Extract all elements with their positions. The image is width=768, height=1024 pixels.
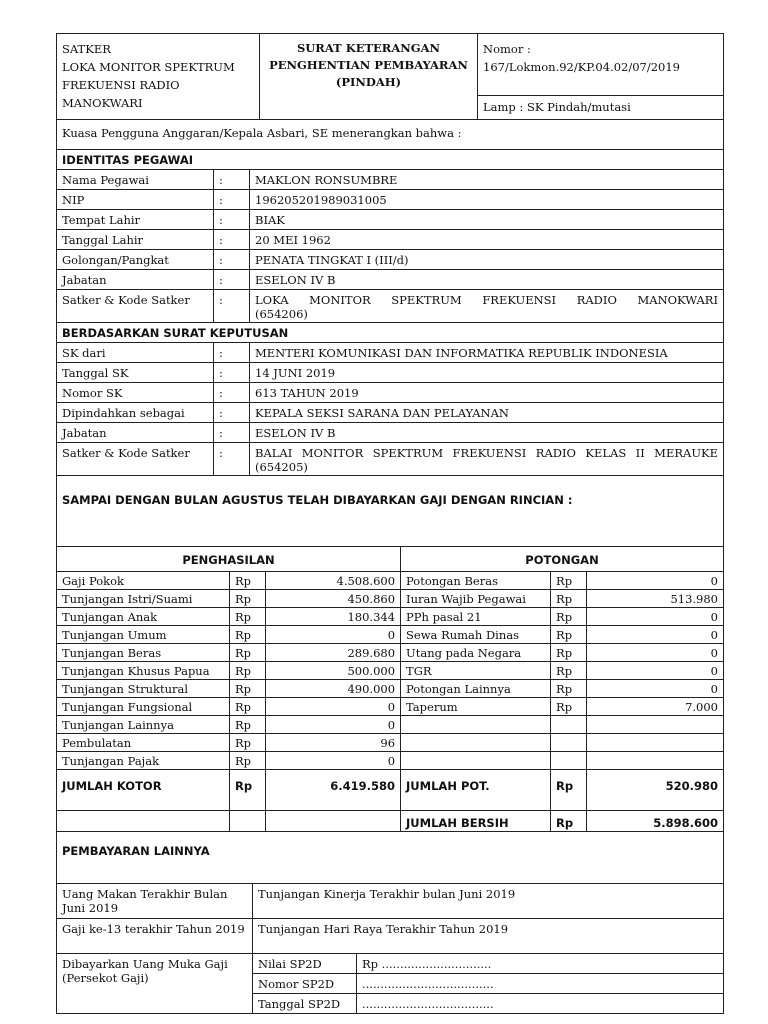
- info-value-text: KEPALA SEKSI SARANA DAN PELAYANAN: [255, 406, 509, 420]
- potongan-value: 7.000: [587, 698, 724, 716]
- jumlah-kotor-rp: Rp: [230, 770, 266, 811]
- potongan-value: 0: [587, 608, 724, 626]
- info-colon: :: [214, 383, 250, 403]
- penghasilan-label: Tunjangan Struktural: [57, 680, 230, 698]
- jumlah-pot-label: JUMLAH POT.: [401, 770, 551, 811]
- identity-table: [56, 120, 724, 547]
- intro-text: Kuasa Pengguna Anggaran/Kepala Asbari, SE menerangkan bahwa :: [57, 120, 724, 150]
- uang-makan: Uang Makan Terakhir Bulan Juni 2019: [57, 884, 253, 919]
- info-value-text: 196205201989031005: [255, 193, 387, 207]
- info-value-code: (654205): [255, 460, 308, 474]
- info-value-text: BALAI MONITOR SPEKTRUM FREKUENSI RADIO KELAS II MERAUKE: [255, 446, 718, 460]
- gaji-13: Gaji ke-13 terakhir Tahun 2019: [57, 919, 253, 954]
- jumlah-kotor-value: 6.419.580: [266, 770, 401, 811]
- rincian-row: [57, 752, 724, 770]
- potongan-value: 0: [587, 644, 724, 662]
- info-row: [57, 403, 724, 423]
- info-label: Jabatan: [57, 270, 214, 290]
- info-colon: :: [214, 403, 250, 423]
- potongan-rp: Rp: [551, 572, 587, 590]
- penghasilan-rp: Rp: [230, 680, 266, 698]
- penghasilan-rp: Rp: [230, 698, 266, 716]
- jumlah-bersih-label: JUMLAH BERSIH: [401, 811, 551, 832]
- penghasilan-heading: PENGHASILAN: [57, 547, 401, 572]
- rincian-row: [57, 572, 724, 590]
- info-label: Dipindahkan sebagai: [57, 403, 214, 423]
- tanggal-sp2d-value: ....................................: [357, 994, 724, 1014]
- potongan-label: Potongan Beras: [401, 572, 551, 590]
- info-row: [57, 190, 724, 210]
- info-colon: :: [214, 343, 250, 363]
- rincian-row: [57, 626, 724, 644]
- penghasilan-value: 289.680: [266, 644, 401, 662]
- info-row: [57, 363, 724, 383]
- info-value-text: 20 MEI 1962: [255, 233, 331, 247]
- nomor-value: 167/Lokmon.92/KP.04.02/07/2019: [483, 60, 680, 74]
- info-value-text: ESELON IV B: [255, 273, 336, 287]
- potongan-rp: [551, 734, 587, 752]
- rincian-row: [57, 680, 724, 698]
- penghasilan-rp: Rp: [230, 608, 266, 626]
- info-label: Tempat Lahir: [57, 210, 214, 230]
- potongan-value: [587, 716, 724, 734]
- info-row: [57, 250, 724, 270]
- info-value-text: 613 TAHUN 2019: [255, 386, 359, 400]
- potongan-value: 0: [587, 662, 724, 680]
- info-label: NIP: [57, 190, 214, 210]
- penghasilan-label: Tunjangan Lainnya: [57, 716, 230, 734]
- potongan-value: [587, 734, 724, 752]
- info-label: Golongan/Pangkat: [57, 250, 214, 270]
- rincian-row: [57, 608, 724, 626]
- uang-muka: Dibayarkan Uang Muka Gaji (Persekot Gaji): [57, 954, 253, 1014]
- empty-cell: [57, 811, 230, 832]
- penghasilan-label: Tunjangan Fungsional: [57, 698, 230, 716]
- penghasilan-value: 96: [266, 734, 401, 752]
- potongan-rp: [551, 716, 587, 734]
- rincian-row: [57, 662, 724, 680]
- satker-name: LOKA MONITOR SPEKTRUM FREKUENSI RADIO MANOKWARI: [62, 60, 235, 110]
- document: [56, 33, 724, 1014]
- penghasilan-value: 0: [266, 698, 401, 716]
- penghasilan-label: Tunjangan Beras: [57, 644, 230, 662]
- penghasilan-value: 0: [266, 626, 401, 644]
- nomor-sp2d-label: Nomor SP2D: [253, 974, 357, 994]
- jumlah-pot-value: 520.980: [587, 770, 724, 811]
- title-line1: SURAT KETERANGAN: [296, 41, 441, 55]
- potongan-value: [587, 752, 724, 770]
- rincian-row: [57, 644, 724, 662]
- jumlah-kotor-label: JUMLAH KOTOR: [57, 770, 230, 811]
- potongan-label: Iuran Wajib Pegawai: [401, 590, 551, 608]
- info-value: [250, 443, 724, 476]
- info-value-text: BIAK: [255, 213, 285, 227]
- info-row: [57, 230, 724, 250]
- lainnya-table: [56, 832, 724, 1014]
- title-cell: [260, 34, 478, 120]
- potongan-rp: Rp: [551, 662, 587, 680]
- info-value: [250, 343, 724, 363]
- hari-raya: Tunjangan Hari Raya Terakhir Tahun 2019: [253, 919, 724, 954]
- info-value: [250, 250, 724, 270]
- info-value-text: PENATA TINGKAT I (III/d): [255, 253, 409, 267]
- info-label: Satker & Kode Satker: [57, 290, 214, 323]
- nilai-sp2d-value: Rp ..............................: [357, 954, 724, 974]
- penghasilan-label: Tunjangan Pajak: [57, 752, 230, 770]
- penghasilan-value: 0: [266, 752, 401, 770]
- penghasilan-value: 0: [266, 716, 401, 734]
- potongan-label: Taperum: [401, 698, 551, 716]
- empty-cell: [230, 811, 266, 832]
- potongan-label: PPh pasal 21: [401, 608, 551, 626]
- penghasilan-value: 450.860: [266, 590, 401, 608]
- info-row: [57, 443, 724, 476]
- jumlah-bersih-value: 5.898.600: [587, 811, 724, 832]
- title-line2: PENGHENTIAN PEMBAYARAN: [269, 58, 468, 72]
- potongan-heading: POTONGAN: [401, 547, 724, 572]
- info-value: [250, 423, 724, 443]
- info-value: [250, 190, 724, 210]
- potongan-label: [401, 752, 551, 770]
- info-value: [250, 170, 724, 190]
- info-colon: :: [214, 230, 250, 250]
- keputusan-heading: BERDASARKAN SURAT KEPUTUSAN: [57, 323, 724, 343]
- info-row: [57, 343, 724, 363]
- info-row: [57, 210, 724, 230]
- info-label: Tanggal Lahir: [57, 230, 214, 250]
- info-label: Nomor SK: [57, 383, 214, 403]
- penghasilan-rp: Rp: [230, 716, 266, 734]
- info-value-text: ESELON IV B: [255, 426, 336, 440]
- gaji-heading: SAMPAI DENGAN BULAN AGUSTUS TELAH DIBAYARKAN GAJI DENGAN RINCIAN :: [57, 476, 724, 547]
- info-value-text: MENTERI KOMUNIKASI DAN INFORMATIKA REPUBLIK INDONESIA: [255, 346, 668, 360]
- nomor-label: Nomor :: [483, 42, 531, 56]
- info-value-text: 14 JUNI 2019: [255, 366, 336, 380]
- penghasilan-rp: Rp: [230, 626, 266, 644]
- kinerja: Tunjangan Kinerja Terakhir bulan Juni 2019: [253, 884, 724, 919]
- info-value: [250, 270, 724, 290]
- potongan-rp: Rp: [551, 626, 587, 644]
- satker-cell: [57, 34, 260, 120]
- penghasilan-label: Gaji Pokok: [57, 572, 230, 590]
- penghasilan-value: 4.508.600: [266, 572, 401, 590]
- jumlah-pot-rp: Rp: [551, 770, 587, 811]
- empty-cell: [266, 811, 401, 832]
- header-table: [56, 33, 724, 120]
- info-label: Satker & Kode Satker: [57, 443, 214, 476]
- info-value: [250, 210, 724, 230]
- info-label: SK dari: [57, 343, 214, 363]
- info-colon: :: [214, 363, 250, 383]
- potongan-rp: Rp: [551, 644, 587, 662]
- jumlah-bersih-rp: Rp: [551, 811, 587, 832]
- info-colon: :: [214, 250, 250, 270]
- potongan-rp: Rp: [551, 680, 587, 698]
- potongan-rp: [551, 752, 587, 770]
- penghasilan-value: 490.000: [266, 680, 401, 698]
- nomor-sp2d-value: ....................................: [357, 974, 724, 994]
- penghasilan-rp: Rp: [230, 734, 266, 752]
- penghasilan-value: 180.344: [266, 608, 401, 626]
- rincian-row: [57, 716, 724, 734]
- nomor-cell: [478, 34, 724, 96]
- potongan-label: Utang pada Negara: [401, 644, 551, 662]
- info-row: [57, 270, 724, 290]
- identitas-heading: IDENTITAS PEGAWAI: [57, 150, 724, 170]
- potongan-label: [401, 716, 551, 734]
- penghasilan-label: Tunjangan Istri/Suami: [57, 590, 230, 608]
- info-colon: :: [214, 423, 250, 443]
- potongan-value: 513.980: [587, 590, 724, 608]
- potongan-value: 0: [587, 680, 724, 698]
- info-value-text: MAKLON RONSUMBRE: [255, 173, 398, 187]
- info-colon: :: [214, 270, 250, 290]
- info-row: [57, 170, 724, 190]
- rincian-row: [57, 590, 724, 608]
- title-line3: (PINDAH): [335, 75, 402, 89]
- potongan-label: Sewa Rumah Dinas: [401, 626, 551, 644]
- info-value: [250, 230, 724, 250]
- rincian-row: [57, 698, 724, 716]
- info-colon: :: [214, 290, 250, 323]
- rincian-table: [56, 547, 724, 832]
- satker-label: SATKER: [62, 42, 111, 56]
- info-value-text: LOKA MONITOR SPEKTRUM FREKUENSI RADIO MANOKWARI: [255, 293, 718, 307]
- lainnya-heading: PEMBAYARAN LAINNYA: [57, 832, 724, 884]
- info-value: [250, 363, 724, 383]
- penghasilan-label: Pembulatan: [57, 734, 230, 752]
- penghasilan-rp: Rp: [230, 644, 266, 662]
- potongan-rp: Rp: [551, 698, 587, 716]
- potongan-value: 0: [587, 626, 724, 644]
- tanggal-sp2d-label: Tanggal SP2D: [253, 994, 357, 1014]
- potongan-value: 0: [587, 572, 724, 590]
- penghasilan-label: Tunjangan Anak: [57, 608, 230, 626]
- info-value: [250, 403, 724, 423]
- potongan-rp: Rp: [551, 608, 587, 626]
- info-colon: :: [214, 210, 250, 230]
- info-value: [250, 290, 724, 323]
- info-label: Jabatan: [57, 423, 214, 443]
- potongan-label: Potongan Lainnya: [401, 680, 551, 698]
- info-label: Tanggal SK: [57, 363, 214, 383]
- penghasilan-rp: Rp: [230, 572, 266, 590]
- potongan-label: [401, 734, 551, 752]
- nilai-sp2d-label: Nilai SP2D: [253, 954, 357, 974]
- info-value: [250, 383, 724, 403]
- potongan-label: TGR: [401, 662, 551, 680]
- penghasilan-rp: Rp: [230, 590, 266, 608]
- info-colon: :: [214, 170, 250, 190]
- info-row: [57, 423, 724, 443]
- penghasilan-label: Tunjangan Umum: [57, 626, 230, 644]
- penghasilan-rp: Rp: [230, 752, 266, 770]
- info-colon: :: [214, 443, 250, 476]
- penghasilan-value: 500.000: [266, 662, 401, 680]
- info-row: [57, 290, 724, 323]
- penghasilan-label: Tunjangan Khusus Papua: [57, 662, 230, 680]
- info-value-code: (654206): [255, 307, 308, 321]
- penghasilan-rp: Rp: [230, 662, 266, 680]
- lamp-cell: Lamp : SK Pindah/mutasi: [478, 96, 724, 120]
- rincian-row: [57, 734, 724, 752]
- info-row: [57, 383, 724, 403]
- potongan-rp: Rp: [551, 590, 587, 608]
- info-colon: :: [214, 190, 250, 210]
- info-label: Nama Pegawai: [57, 170, 214, 190]
